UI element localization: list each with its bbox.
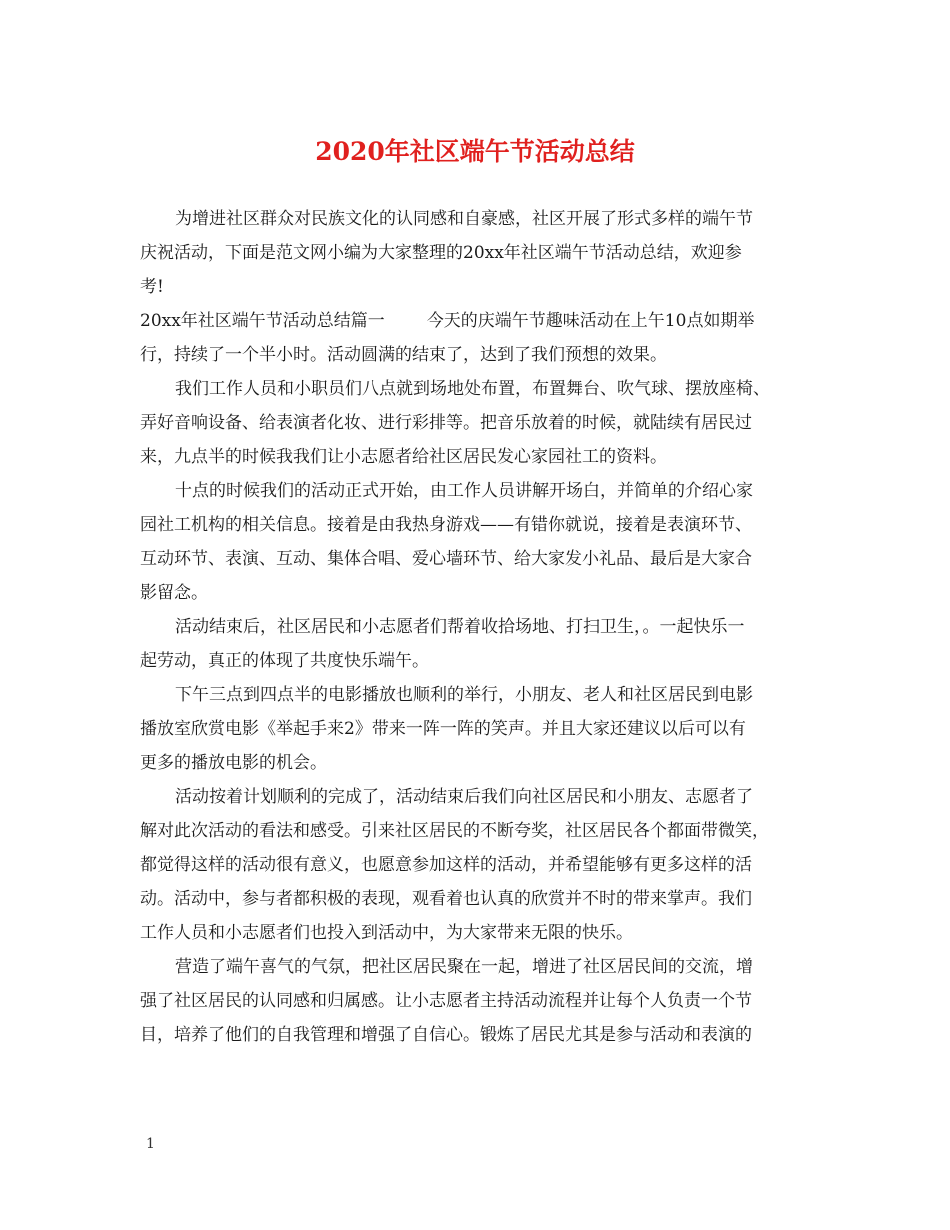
text-line: 目，培养了他们的自我管理和增强了自信心。锻炼了居民尤其是参与活动和表演的 bbox=[140, 1025, 752, 1045]
text-line: 弄好音响设备、给表演者化妆、进行彩排等。把音乐放着的时候，就陆续有居民过 bbox=[140, 413, 752, 433]
text-line: 播放室欣赏电影《举起手来2》带来一阵一阵的笑声。并且大家还建议以后可以有 bbox=[140, 719, 746, 739]
text-line: 来，九点半的时候我我们让小志愿者给社区居民发心家园社工的资料。 bbox=[140, 447, 667, 467]
text-line: 活动按着计划顺利的完成了，活动结束后我们向社区居民和小朋友、志愿者了 bbox=[175, 787, 753, 807]
document-body bbox=[140, 202, 820, 1052]
text-line: 庆祝活动，下面是范文网小编为大家整理的20xx年社区端午节活动总结，欢迎参 bbox=[140, 243, 742, 263]
text-line: 起劳动，真正的体现了共度快乐端午。 bbox=[140, 651, 429, 671]
text-line: 工作人员和小志愿者们也投入到活动中，为大家带来无限的快乐。 bbox=[140, 923, 633, 943]
text-line: 动。活动中，参与者都积极的表现，观看着也认真的欣赏并不时的带来掌声。我们 bbox=[140, 889, 752, 909]
text-line: 互动环节、表演、互动、集体合唱、爱心墙环节、给大家发小礼品、最后是大家合 bbox=[140, 549, 752, 569]
text-line: 强了社区居民的认同感和归属感。让小志愿者主持活动流程并让每个人负责一个节 bbox=[140, 991, 752, 1011]
text-line: 活动结束后，社区居民和小志愿者们帮着收拾场地、打扫卫生，。一起快乐一 bbox=[175, 617, 745, 637]
text-line: 影留念。 bbox=[140, 583, 208, 603]
text-line-heading bbox=[140, 304, 820, 338]
page-number: 1 bbox=[146, 1136, 155, 1152]
section-heading: 20xx年社区端午节活动总结篇一 bbox=[140, 311, 385, 331]
text-line: 都觉得这样的活动很有意义，也愿意参加这样的活动，并希望能够有更多这样的活 bbox=[140, 855, 752, 875]
text-line: 行，持续了一个半小时。活动圆满的结束了，达到了我们预想的效果。 bbox=[140, 345, 667, 365]
text-line: 考! bbox=[140, 277, 164, 297]
text-line: 更多的播放电影的机会。 bbox=[140, 753, 327, 773]
text-fragment: 今天的庆端午节趣味活动在上午10点如期举 bbox=[426, 311, 755, 331]
text-line: 园社工机构的相关信息。接着是由我热身游戏——有错你就说，接着是表演环节、 bbox=[140, 515, 752, 535]
text-line: 解对此次活动的看法和感受。引来社区居民的不断夸奖，社区居民各个都面带微笑， bbox=[140, 821, 769, 841]
text-line: 营造了端午喜气的气氛，把社区居民聚在一起，增进了社区居民间的交流，增 bbox=[175, 957, 753, 977]
text-line: 为增进社区群众对民族文化的认同感和自豪感，社区开展了形式多样的端午节 bbox=[175, 209, 753, 229]
text-line: 我们工作人员和小职员们八点就到场地处布置，布置舞台、吹气球、摆放座椅、 bbox=[175, 379, 770, 399]
text-line: 下午三点到四点半的电影播放也顺利的举行，小朋友、老人和社区居民到电影 bbox=[175, 685, 753, 705]
text-line: 十点的时候我们的活动正式开始，由工作人员讲解开场白，并简单的介绍心家 bbox=[175, 481, 753, 501]
document-title: 2020年社区端午节活动总结 bbox=[315, 137, 635, 166]
